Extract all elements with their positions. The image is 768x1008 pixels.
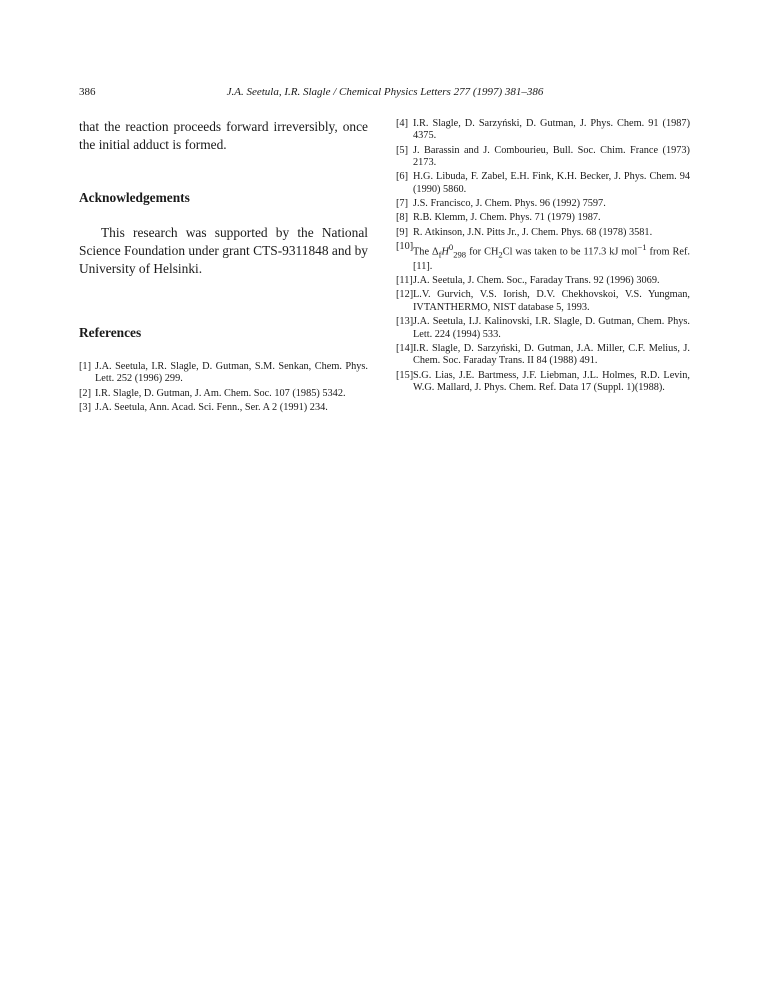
reference-text: J.A. Seetula, J. Chem. Soc., Faraday Trans. 92 (1996) 3069. bbox=[413, 275, 660, 287]
references-heading: References bbox=[79, 325, 142, 340]
reference-number: [4] bbox=[396, 118, 409, 129]
reference-1 bbox=[79, 361, 368, 386]
reference-7 bbox=[396, 198, 690, 210]
reference-12 bbox=[396, 289, 690, 314]
reference-text bbox=[413, 241, 690, 273]
reference-number: [12] bbox=[396, 289, 414, 301]
reference-number: [9] bbox=[396, 226, 409, 238]
reference-text: I.R. Slagle, D. Gutman, J. Am. Chem. Soc. 107 (1985) 5342. bbox=[95, 387, 346, 399]
reference-text-part: from Ref. [11]. bbox=[413, 246, 690, 272]
reference-text-part: The Δ bbox=[413, 246, 439, 258]
reference-11 bbox=[396, 275, 690, 287]
reference-number: [15] bbox=[396, 369, 414, 381]
reference-number: [7] bbox=[396, 198, 409, 210]
left-column bbox=[79, 118, 368, 416]
right-column bbox=[396, 118, 690, 396]
reference-number: [11] bbox=[396, 275, 413, 287]
reference-number: [8] bbox=[396, 212, 409, 224]
reference-10 bbox=[396, 241, 690, 273]
reference-number: [6] bbox=[396, 171, 409, 183]
reference-15 bbox=[396, 370, 690, 395]
running-head: J.A. Seetula, I.R. Slagle / Chemical Physics Letters 277 (1997) 381–386 bbox=[226, 86, 544, 98]
reference-2 bbox=[79, 388, 368, 400]
reference-8 bbox=[396, 212, 690, 224]
reference-number: [1] bbox=[79, 361, 92, 372]
acknowledgements-text: This research was supported by the National Science Foundation under grant CTS-9311848 and by University of Helsinki. bbox=[79, 225, 368, 276]
reference-text: S.G. Lias, J.E. Bartmess, J.F. Liebman, J.L. Holmes, R.D. Levin, W.G. Mallard, J. Phys. Chem. Ref. Data 17 (Suppl. 1)(1988). bbox=[413, 369, 690, 393]
reference-3 bbox=[79, 402, 368, 414]
reference-text: J.S. Francisco, J. Chem. Phys. 96 (1992) 7597. bbox=[413, 198, 606, 210]
reference-14 bbox=[396, 343, 690, 368]
reference-number: [14] bbox=[396, 342, 414, 354]
symbol-h: H bbox=[441, 246, 449, 258]
closing-paragraph: that the reaction proceeds forward irreversibly, once the initial adduct is formed. bbox=[79, 119, 368, 152]
reference-text-part: Cl was taken to be 117.3 kJ mol bbox=[502, 246, 638, 258]
reference-number: [13] bbox=[396, 316, 414, 328]
reference-text: R.B. Klemm, J. Chem. Phys. 71 (1979) 1987. bbox=[413, 212, 601, 224]
superscript: 0 bbox=[448, 242, 454, 252]
reference-list-left bbox=[79, 361, 368, 414]
reference-text: H.G. Libuda, F. Zabel, E.H. Fink, K.H. Becker, J. Phys. Chem. 94 (1990) 5860. bbox=[413, 171, 690, 195]
reference-list-right bbox=[396, 118, 690, 394]
reference-text: J.A. Seetula, Ann. Acad. Sci. Fenn., Ser. A 2 (1991) 234. bbox=[95, 402, 328, 413]
reference-text: L.V. Gurvich, V.S. Iorish, D.V. Chekhovskoi, V.S. Yungman, IVTANTHERMO, NIST database 5, 1993. bbox=[413, 289, 690, 313]
acknowledgements-heading: Acknowledgements bbox=[79, 190, 190, 205]
reference-4 bbox=[396, 118, 690, 143]
reference-text: I.R. Slagle, D. Sarzyński, D. Gutman, J. Phys. Chem. 91 (1987) 4375. bbox=[413, 118, 690, 142]
reference-text: I.R. Slagle, D. Sarzyński, D. Gutman, J.A. Miller, C.F. Melius, J. Chem. Soc. Faraday Trans. II 84 (1988) 491. bbox=[413, 342, 690, 367]
reference-6 bbox=[396, 171, 690, 196]
superscript: −1 bbox=[637, 242, 647, 252]
page-number: 386 bbox=[79, 86, 96, 98]
reference-number: [5] bbox=[396, 144, 409, 156]
reference-number: [10] bbox=[396, 241, 414, 252]
subscript: 2 bbox=[498, 249, 503, 260]
reference-number: [3] bbox=[79, 402, 92, 413]
reference-9 bbox=[396, 227, 690, 239]
reference-number: [2] bbox=[79, 387, 92, 399]
reference-5 bbox=[396, 145, 690, 170]
reference-text: J. Barassin and J. Combourieu, Bull. Soc. Chim. France (1973) 2173. bbox=[413, 144, 690, 169]
reference-text: J.A. Seetula, I.J. Kalinovski, I.R. Slagle, D. Gutman, Chem. Phys. Lett. 224 (1994) 533. bbox=[413, 316, 690, 340]
subscript: 298 bbox=[453, 249, 467, 260]
reference-text-part: for CH bbox=[466, 246, 499, 258]
page-header bbox=[79, 86, 691, 100]
reference-text: R. Atkinson, J.N. Pitts Jr., J. Chem. Phys. 68 (1978) 3581. bbox=[413, 226, 653, 238]
subscript: f bbox=[438, 249, 442, 260]
reference-13 bbox=[396, 316, 690, 341]
reference-text: J.A. Seetula, I.R. Slagle, D. Gutman, S.M. Senkan, Chem. Phys. Lett. 252 (1996) 299. bbox=[95, 361, 368, 385]
